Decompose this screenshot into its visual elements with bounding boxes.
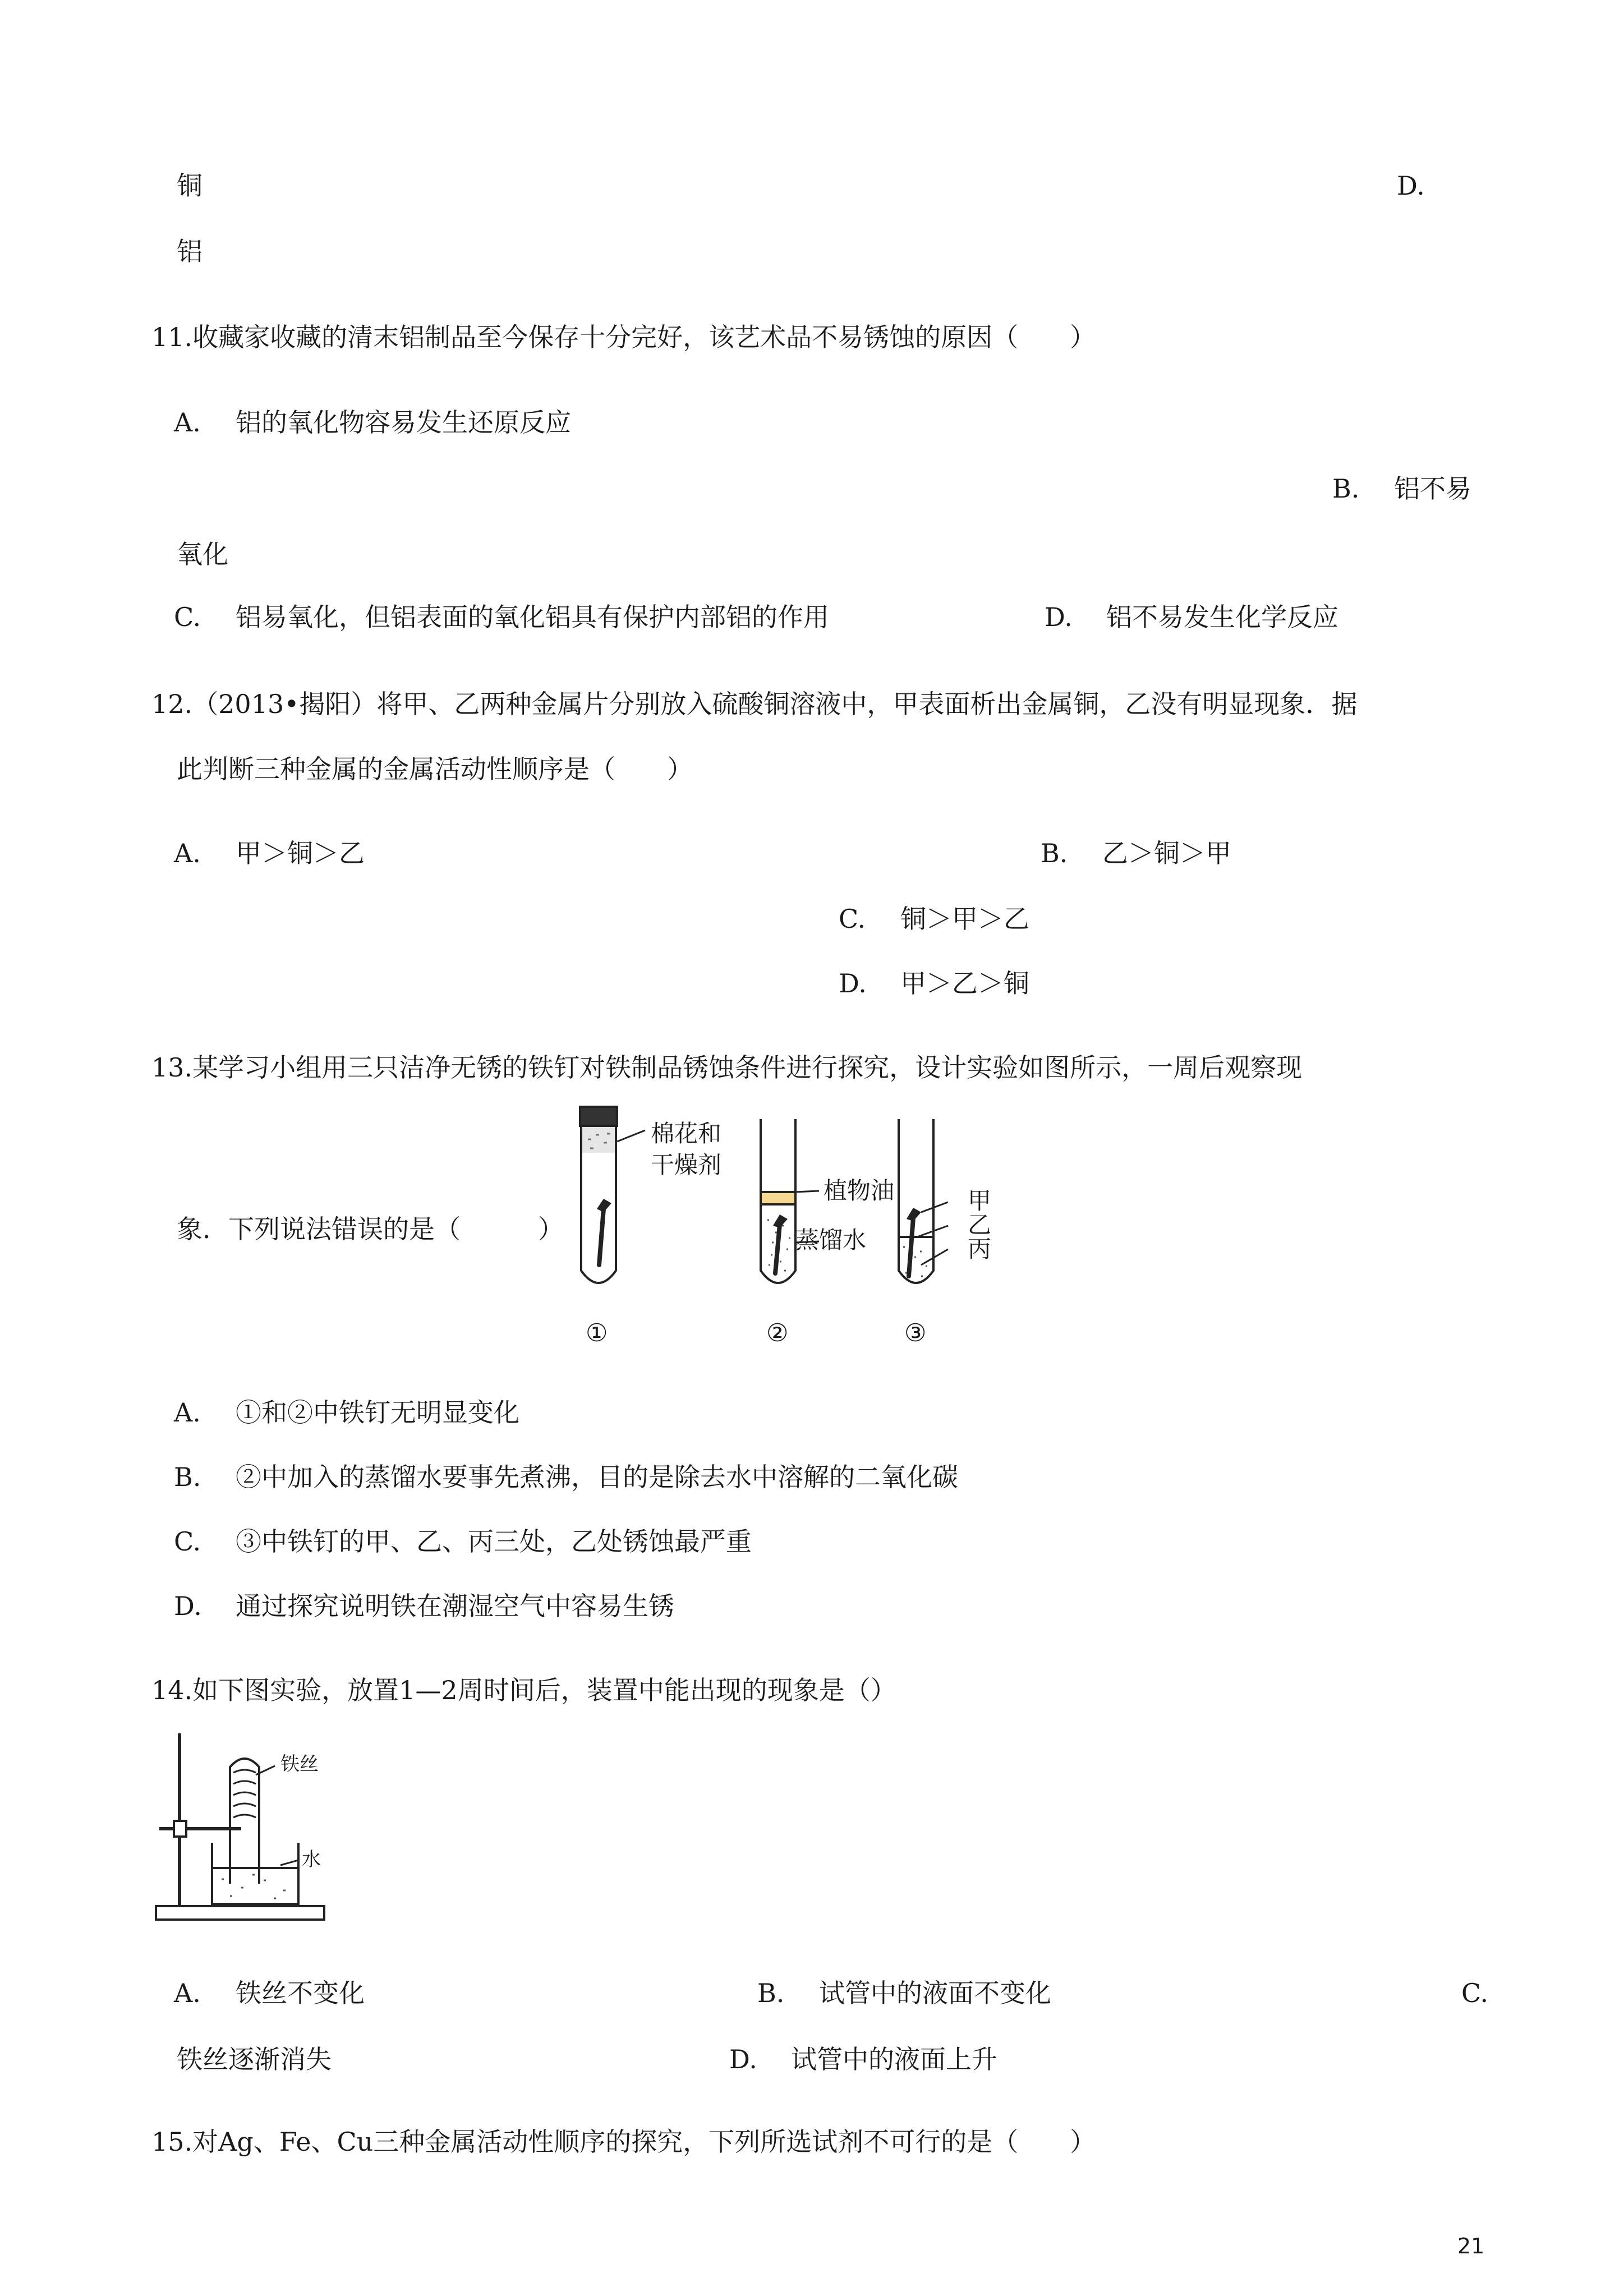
q12-option-c: [839, 906, 1029, 932]
q11-option-a: [174, 407, 571, 438]
option-text: 试管中的液面不变化: [819, 1978, 1051, 2008]
q12-option-b: [1041, 840, 1231, 866]
option-label: D.: [839, 968, 867, 999]
option-label: A.: [174, 407, 201, 438]
option-text: 试管中的液面上升: [791, 2044, 997, 2074]
page-number: 21: [1457, 2234, 1485, 2258]
q15-stem: 15.对Ag、Fe、Cu三种金属活动性顺序的探究，下列所选试剂不可行的是（ ）: [151, 2127, 1096, 2157]
option-label: A.: [174, 1397, 201, 1428]
option-text: ②中加入的蒸馏水要事先煮沸，目的是除去水中溶解的二氧化碳: [236, 1462, 958, 1492]
option-label: C.: [174, 602, 201, 632]
option-label: C.: [839, 904, 866, 934]
option-text: 铝的氧化物容易发生还原反应: [236, 407, 571, 438]
q12-option-a: [174, 840, 365, 866]
option-label: B.: [174, 1462, 201, 1492]
option-text: 铜＞甲＞乙: [900, 904, 1029, 934]
q10-option-d-text: 铝: [177, 236, 203, 266]
q13-option-c: [174, 1526, 752, 1557]
option-label: B.: [1041, 838, 1068, 868]
q14-option-c-text: 铁丝逐渐消失: [177, 2044, 332, 2074]
q10-option-c-tail: 铜: [177, 171, 203, 201]
q10-option-d-label: D.: [1397, 171, 1425, 201]
figure-label-bing: 丙: [968, 1235, 992, 1263]
option-label: D.: [729, 2044, 757, 2074]
q14-option-d: [729, 2046, 997, 2072]
q14-option-b: [757, 1980, 1051, 2006]
figure-label-water-beaker: 水: [302, 1848, 321, 1871]
option-text: 甲＞乙＞铜: [900, 968, 1029, 999]
option-label: C.: [174, 1526, 201, 1557]
test-tube-3: [899, 1119, 933, 1283]
figure-label-jia: 甲: [968, 1187, 992, 1214]
q13-option-d: [174, 1593, 674, 1619]
q14-option-c-label: C.: [1461, 1978, 1489, 2008]
option-label: B.: [1332, 473, 1360, 504]
option-label: D.: [174, 1591, 202, 1621]
option-text: ①和②中铁钉无明显变化: [236, 1397, 519, 1428]
figure-label-wire: 铁丝: [280, 1753, 319, 1775]
option-label: D.: [1045, 602, 1073, 632]
option-label: A.: [174, 1978, 201, 2008]
figure-label-yi: 乙: [968, 1211, 992, 1239]
figure-label-water: 蒸馏水: [795, 1226, 867, 1254]
option-label: B.: [757, 1978, 785, 2008]
q11-option-b-wrap: 氧化: [177, 539, 228, 569]
q11-stem: 11.收藏家收藏的清末铝制品至今保存十分完好，该艺术品不易锈蚀的原因（ ）: [151, 322, 1096, 352]
q13-stem-line1: 13.某学习小组用三只洁净无锈的铁钉对铁制品锈蚀条件进行探究，设计实验如图所示，一周后观察现: [151, 1052, 1303, 1083]
option-label: A.: [174, 838, 201, 868]
tube-number-1: ①: [586, 1319, 608, 1347]
q14-option-a: [174, 1980, 365, 2006]
figure-label-oil: 植物油: [823, 1177, 895, 1204]
test-tube-2: [761, 1119, 795, 1283]
option-text: 乙＞铜＞甲: [1102, 838, 1231, 868]
tube-number-3: ③: [904, 1319, 927, 1347]
tube-number-2: ②: [766, 1319, 789, 1347]
q11-option-d: [1045, 604, 1338, 630]
q14-stem: 14.如下图实验，放置1—2周时间后，装置中能出现的现象是（）: [151, 1675, 896, 1705]
option-text: 铝不易发生化学反应: [1106, 602, 1338, 632]
option-text: 铝易氧化，但铝表面的氧化铝具有保护内部铝的作用: [236, 602, 829, 632]
q13-option-a: [174, 1397, 519, 1428]
q12-option-d: [839, 968, 1029, 999]
option-text: 甲＞铜＞乙: [236, 838, 365, 868]
q11-option-b: [1332, 473, 1471, 504]
q14-apparatus-figure: [151, 1728, 365, 1930]
q11-option-c: [174, 604, 829, 630]
option-text: 铝不易: [1394, 473, 1471, 504]
test-tube-1: [580, 1107, 617, 1283]
q12-stem-line2: 此判断三种金属的金属活动性顺序是（ ）: [177, 754, 693, 784]
q13-stem-line2: 象．下列说法错误的是（ ）: [177, 1214, 564, 1244]
figure-label-cotton-2: 干燥剂: [651, 1151, 722, 1179]
option-text: 通过探究说明铁在潮湿空气中容易生锈: [236, 1591, 674, 1621]
q12-stem-line1: 12.（2013•揭阳）将甲、乙两种金属片分别放入硫酸铜溶液中，甲表面析出金属铜，乙没有明显现象．据: [151, 689, 1358, 719]
figure-label-cotton-1: 棉花和: [651, 1120, 722, 1147]
option-text: 铁丝不变化: [236, 1978, 365, 2008]
q13-option-b: [174, 1464, 958, 1490]
option-text: ③中铁钉的甲、乙、丙三处，乙处锈蚀最严重: [236, 1526, 752, 1557]
